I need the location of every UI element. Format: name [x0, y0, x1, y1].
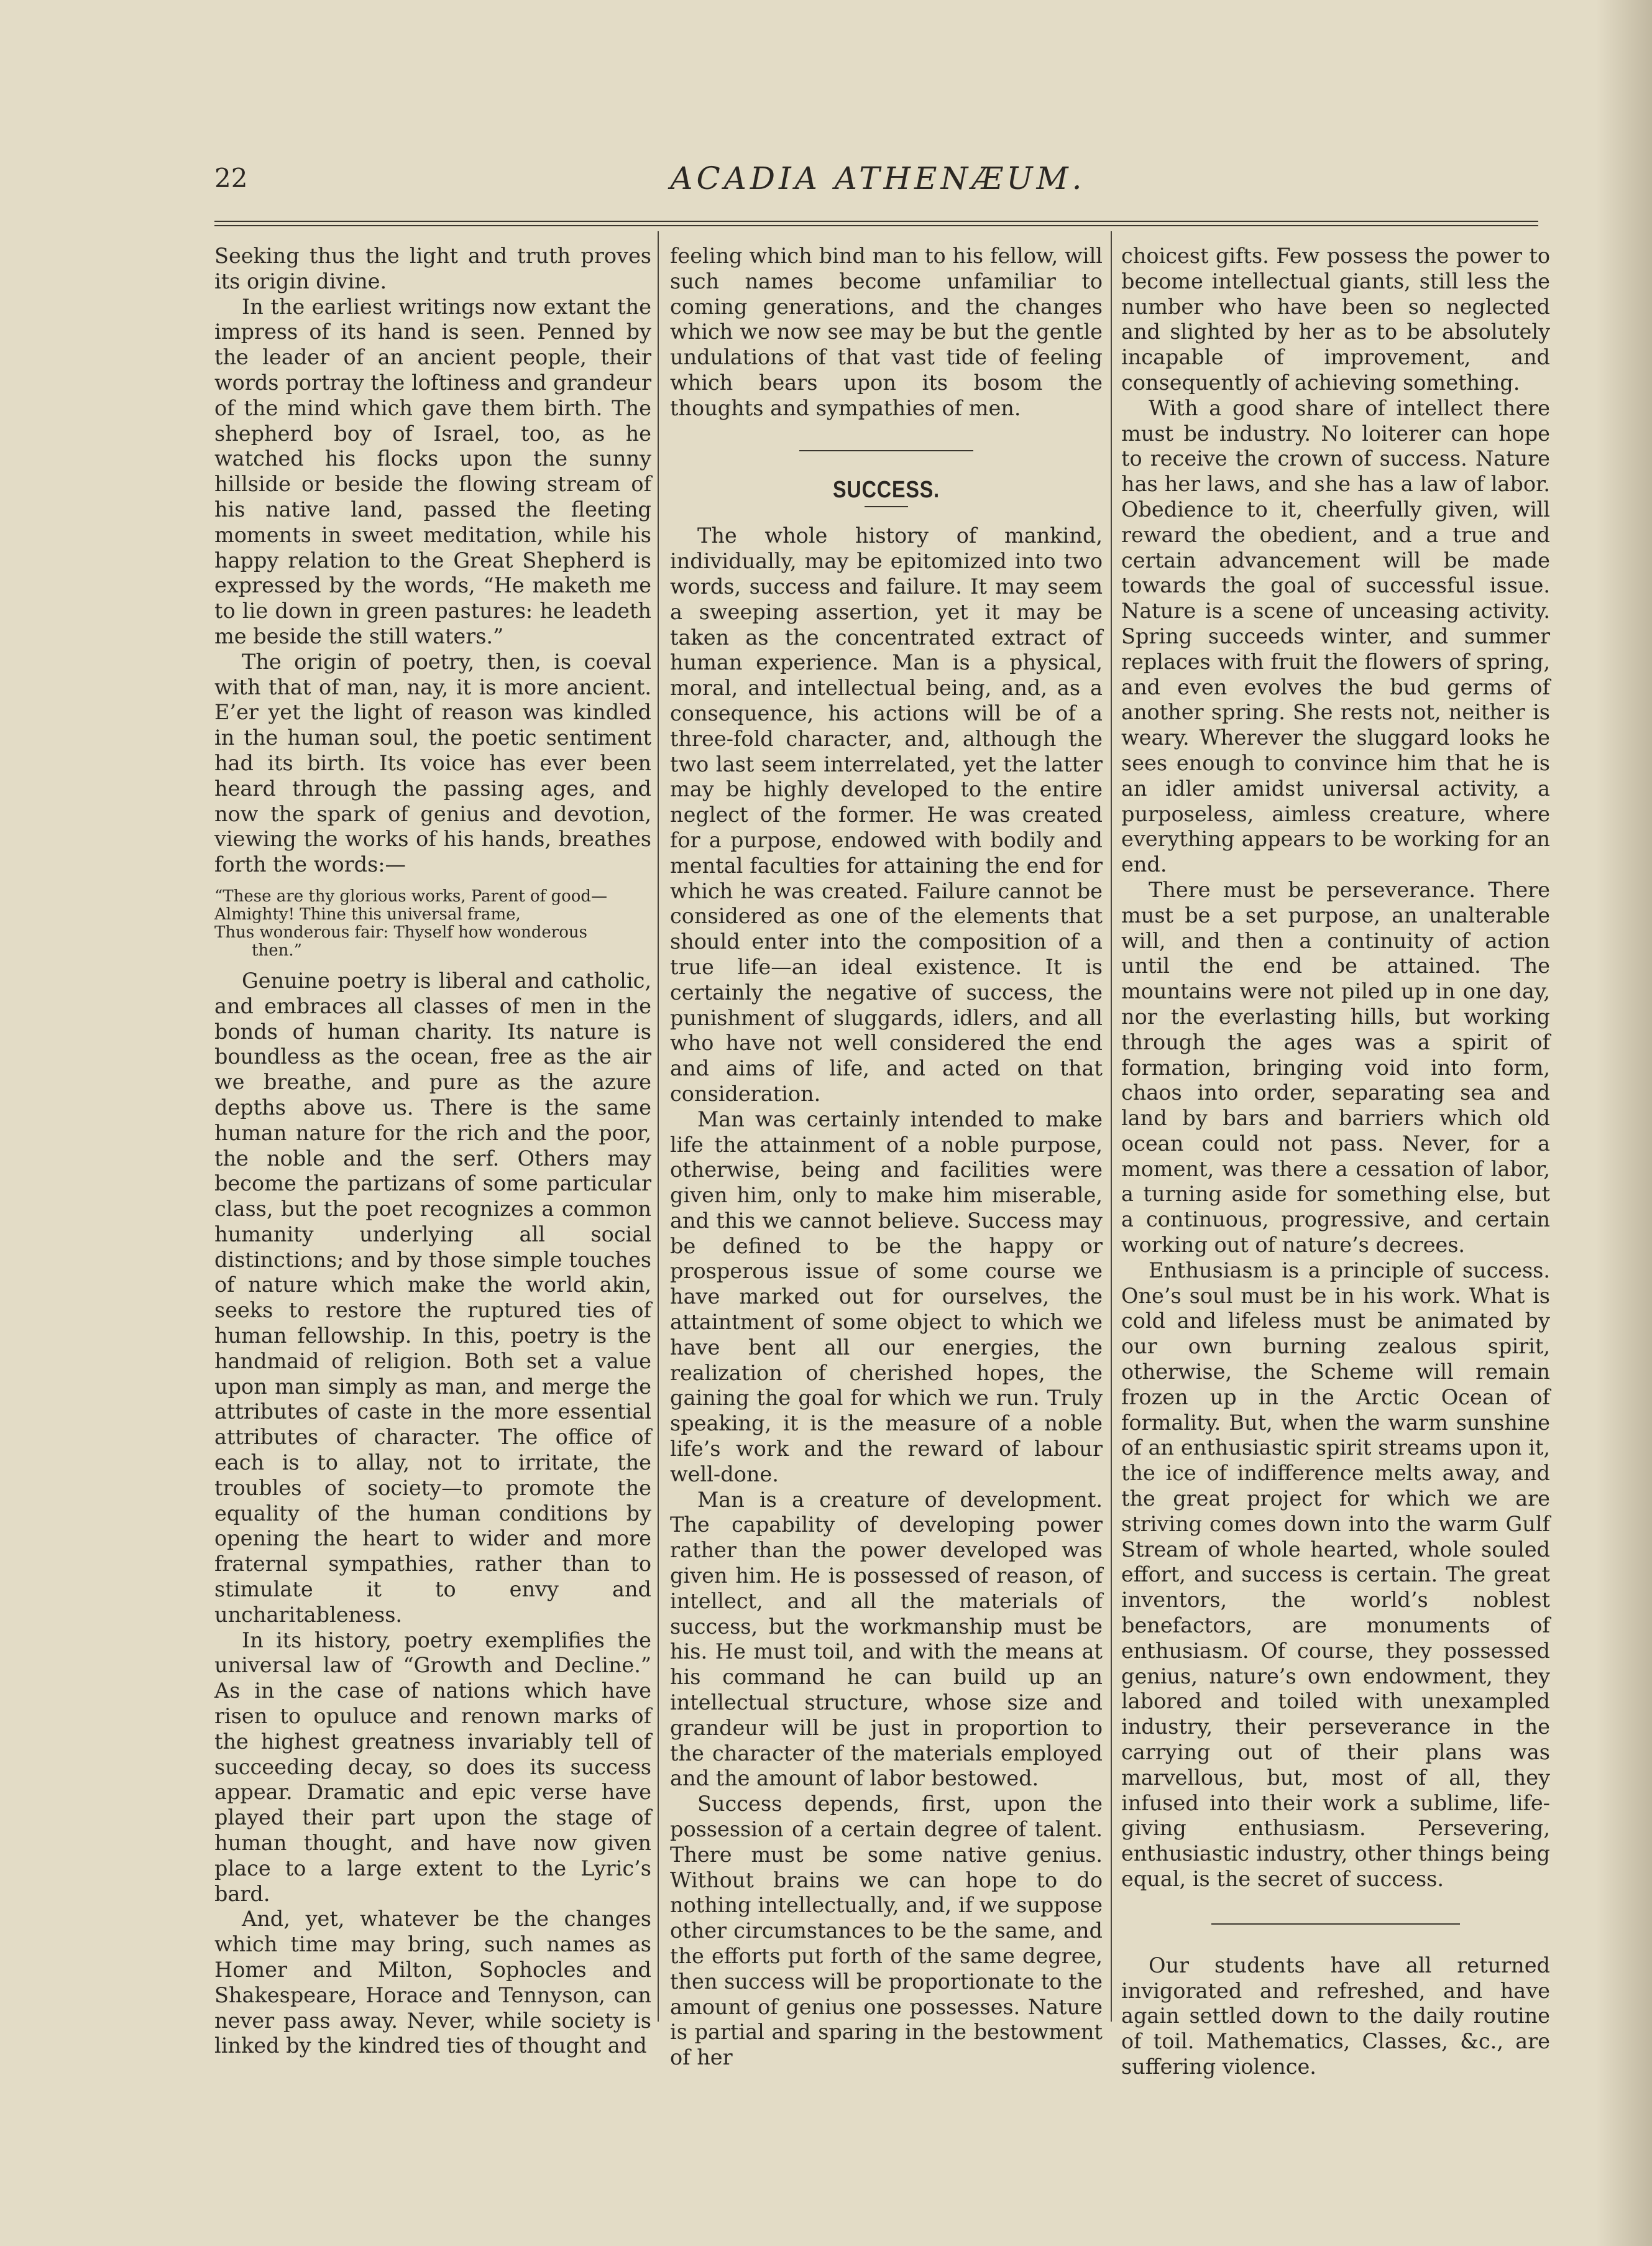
paragraph: Enthusiasm is a principle of success. One’s soul must be in his work. What is cold and lifeless must be animated by our own burning zealous spirit, otherwise, the Scheme will remain frozen up in the Arctic Ocean of formality. But, when the warm sunshine of an enthusiastic spirit streams upon it, the ice of indifference melts away, and the great project for which we are striving comes down into the warm Gulf Stream of whole hearted, whole souled effort, and success is certain. The great inventors, the world’s noblest benefactors, are monuments of enthusiasm. Of course, they possessed genius, nature’s own endowment, they labored and toiled with unexampled industry, their perseverance in the carrying out of their plans was marvellous, but, most of all, they infused into their work a sublime, life-giving enthusiasm. Persevering, enthusiastic industry, other things being equal, is the secret of success. — [1121, 1258, 1550, 1891]
section-title: SUCCESS. — [833, 476, 940, 503]
paragraph: In its history, poetry exemplifies the universal law of “Growth and Decline.” As in the case of nations which have risen to opuluce and renown marks of the highest greatness invariably tell of succeeding decay, so does its success appear. Dramatic and epic verse have played their part upon the stage of human thought, and have now given place to a large extent to the Lyric’s bard. — [214, 1627, 651, 1906]
paragraph: There must be perseverance. There must be a set purpose, an unalterable will, and then a continuity of action until the end be attained. The mountains were not piled up in one day, nor the everlasting hills, but working through the ages was a spirit of formation, bringing void into form, chaos into order, separating sea and land by bars and barriers which old ocean could not pass. Never, for a moment, was there a cessation of labor, a turning aside for something else, but a continuous, progressive, and certain working out of nature’s decrees. — [1121, 877, 1550, 1258]
paragraph: In the earliest writings now extant the impress of its hand is seen. Penned by the leader of an ancient people, their words portray the loftiness and grandeur of the mind which gave them birth. The shepherd boy of Israel, too, as he watched his flocks upon the sunny hillside or beside the flowing stream of his native land, passed the fleeting moments in sweet meditation, while his happy relation to the Great Shepherd is expressed by the words, “He maketh me to lie down in green pastures: he leadeth me beside the still waters.” — [214, 294, 651, 648]
column-3 — [1121, 244, 1550, 2079]
paragraph: The whole history of mankind, individually, may be epitomized into two words, success and failure. It may seem a sweeping assertion, yet it may be taken as the concentrated extract of human experience. Man is a physical, moral, and intellectual being, and, as a consequence, his actions will be of a three-fold character, and, although the two last seem interrelated, yet the latter may be highly developed to the entire neglect of the former. He was created for a purpose, endowed with bodily and mental faculties for attaining the end for which he was created. Failure cannot be considered as one of the elements that should enter into the composition of a true life—an ideal existence. It is certainly the negative of success, the punishment of sluggards, idlers, and all who have not well considered the end and aims of life, and acted on that consideration. — [670, 523, 1103, 1106]
quote-line: Almighty! Thine this universal frame, — [214, 904, 521, 924]
column-1 — [214, 244, 651, 2058]
header-rule-upper — [214, 221, 1538, 222]
paragraph: Seeking thus the light and truth proves its origin divine. — [214, 244, 651, 293]
page-edge-shadow — [1596, 0, 1652, 2246]
paragraph: Man was certainly intended to make life the attainment of a noble purpose, otherwise, being and facilities were given him, only to make him miserable, and this we cannot believe. Success may be defined to be the happy or prosperous issue of some course we have marked out for ourselves, the attaintment of some object to which we have bent all our energies, the realization of cherished hopes, the gaining the goal for which we run. Truly speaking, it is the measure of a noble life’s work and the reward of labour well-done. — [670, 1107, 1103, 1486]
section-divider — [1211, 1923, 1460, 1925]
poem-quote — [214, 888, 651, 960]
paragraph: Genuine poetry is liberal and catholic, and embraces all classes of men in the bonds of human charity. Its nature is boundless as the ocean, free as the air we breathe, and pure as the azure depths above us. There is the same human nature for the rich and the poor, the noble and the serf. Others may become the partizans of some particular class, but the poet recognizes a common humanity underlying all social distinctions; and by those simple touches of nature which make the world akin, seeks to restore the ruptured ties of human fellowship. In this, poetry is the handmaid of religion. Both set a value upon man simply as man, and merge the attributes of caste in the more essential attributes of character. The office of each is to allay, not to irritate, the troubles of society—to promote the equality of the human conditions by opening the heart to wider and more fraternal sympathies, rather than to stimulate it to envy and uncharitableness. — [214, 968, 651, 1627]
paragraph: Man is a creature of development. The capability of developing power rather than the power developed was given him. He is possessed of reason, of intellect, and all the materials of success, but the workmanship must be his. He must toil, and with the means at his command he can build up an intellectual structure, whose size and grandeur will be just in proportion to the character of the materials employed and the amount of labor bestowed. — [670, 1487, 1103, 1791]
page-header — [214, 160, 1541, 206]
column-divider-left — [658, 231, 659, 2022]
paragraph: Success depends, first, upon the possession of a certain degree of talent. There must be some native genius. Without brains we can hope to do nothing intellectually, and, if we suppose other circumstances to be the same, and the efforts put forth of the same degree, then success will be proportionate to the amount of genius one possesses. Nature is partial and sparing in the bestowment of her — [670, 1792, 1103, 2070]
quote-line: then.” — [252, 941, 302, 960]
quote-line: Thus wonderous fair: Thyself how wonderous — [214, 923, 587, 942]
section-divider — [799, 450, 973, 451]
paragraph: With a good share of intellect there must be industry. No loiterer can hope to receive the crown of success. Nature has her laws, and she has a law of labor. Obedience to it, cheerfully given, will reward the obedient, and a true and certain advancement will be made towards the goal of successful issue. Nature is a scene of unceasing activity. Spring succeeds winter, and summer replaces with fruit the flowers of spring, and even evolves the bud germs of another spring. She rests not, neither is weary. Wherever the sluggard looks he sees enough to convince him that he is an idler amidst universal activity, a purposeless, aimless creature, where everything appears to be working for an end. — [1121, 395, 1550, 877]
paragraph: Our students have all returned invigorated and refreshed, and have again settled down to the daily routine of toil. Mathematics, Classes, &c., are suffering violence. — [1121, 1953, 1550, 2079]
paragraph: And, yet, whatever be the changes which time may bring, such names as Homer and Milton, Sophocles and Shakespeare, Horace and Tennyson, can never pass away. Never, while society is linked by the kindred ties of thought and — [214, 1907, 651, 2058]
page-number: 22 — [214, 163, 248, 193]
title-underline — [865, 506, 908, 507]
quote-line: “These are thy glorious works, Parent of good— — [214, 886, 608, 906]
paragraph: The origin of poetry, then, is coeval with that of man, nay, it is more ancient. E’er yet the light of reason was kindled in the human soul, the poetic sentiment had its birth. Its voice has ever been heard through the passing ages, and now the spark of genius and devotion, viewing the works of his hands, breathes forth the words:— — [214, 649, 651, 877]
column-2 — [670, 244, 1103, 2070]
running-title: ACADIA ATHENÆUM. — [670, 160, 1086, 196]
header-rule-lower — [214, 225, 1538, 226]
paragraph: choicest gifts. Few possess the power to become intellectual giants, still less the number who have been so neglected and slighted by her as to be absolutely incapable of improvement, and consequently of achieving something. — [1121, 244, 1550, 395]
column-divider-right — [1111, 231, 1112, 2022]
paragraph: feeling which bind man to his fellow, will such names become unfamiliar to coming generations, and the changes which we now see may be but the gentle undulations of that vast tide of feeling which bears upon its bosom the thoughts and sympathies of men. — [670, 244, 1103, 420]
